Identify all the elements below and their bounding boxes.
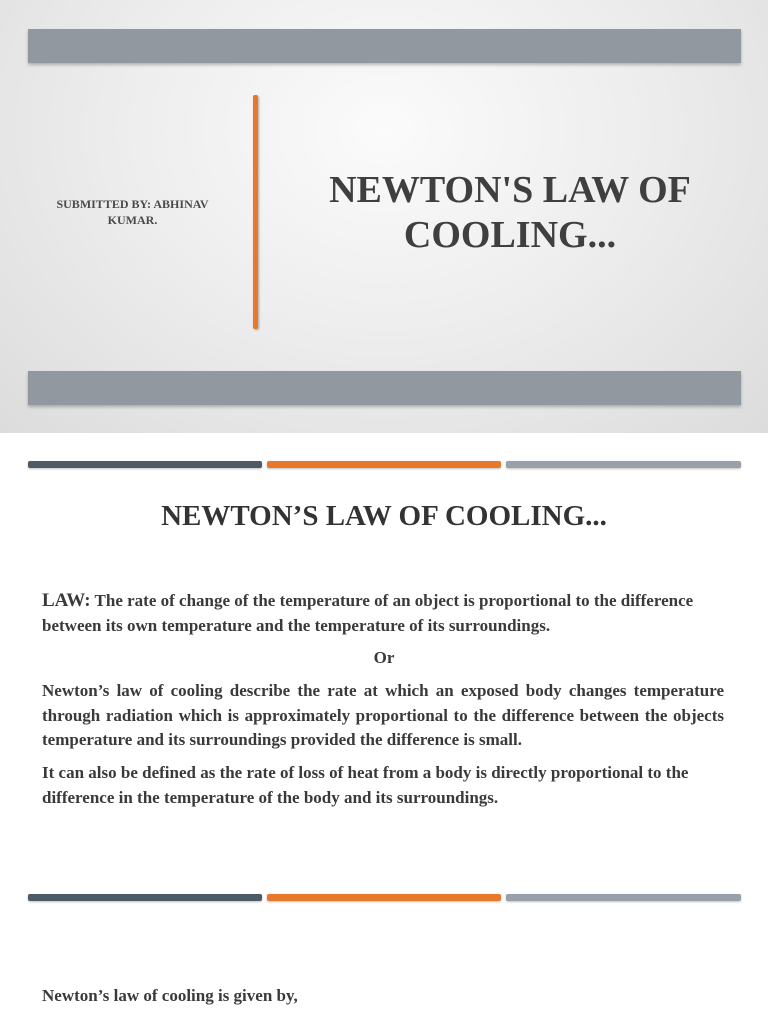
bottom-banner-bar [28,371,741,405]
law-text: The rate of change of the temperature of an object is proportional to the difference between its own temperature and the temperature of its surroundings. [42,591,694,635]
divider-segment-orange [267,894,501,901]
alternate-definition-paragraph: It can also be defined as the rate of loss of heat from a body is directly proportional to the difference in the temperature of the body and its surroundings. [42,763,689,807]
submitted-by-text: SUBMITTED BY: ABHINAV KUMAR. [56,197,209,227]
content-heading: NEWTON’S LAW OF COOLING... [161,500,607,532]
divider-segment-gray [506,461,741,468]
slide-title: NEWTON'S LAW OF COOLING... [329,169,691,256]
vertical-accent-line [253,95,258,329]
divider-segment-dark [28,461,262,468]
slide-divider [28,461,741,469]
top-banner-bar [28,29,741,63]
law-paragraph [42,589,724,638]
divider-segment-orange [267,461,501,468]
or-separator: Or [373,648,395,667]
divider-segment-gray [506,894,741,901]
slide-divider [28,894,741,902]
divider-segment-dark [28,894,262,901]
law-label: LAW: [42,590,91,611]
definition-paragraph: Newton’s law of cooling describe the rate at which an exposed body changes temperature through radiation which is approximately proportional to the difference between the objects temperature and its surroundings provided the difference is small. [42,681,724,749]
title-slide [0,0,768,433]
formula-intro-text: Newton’s law of cooling is given by, [42,986,298,1005]
